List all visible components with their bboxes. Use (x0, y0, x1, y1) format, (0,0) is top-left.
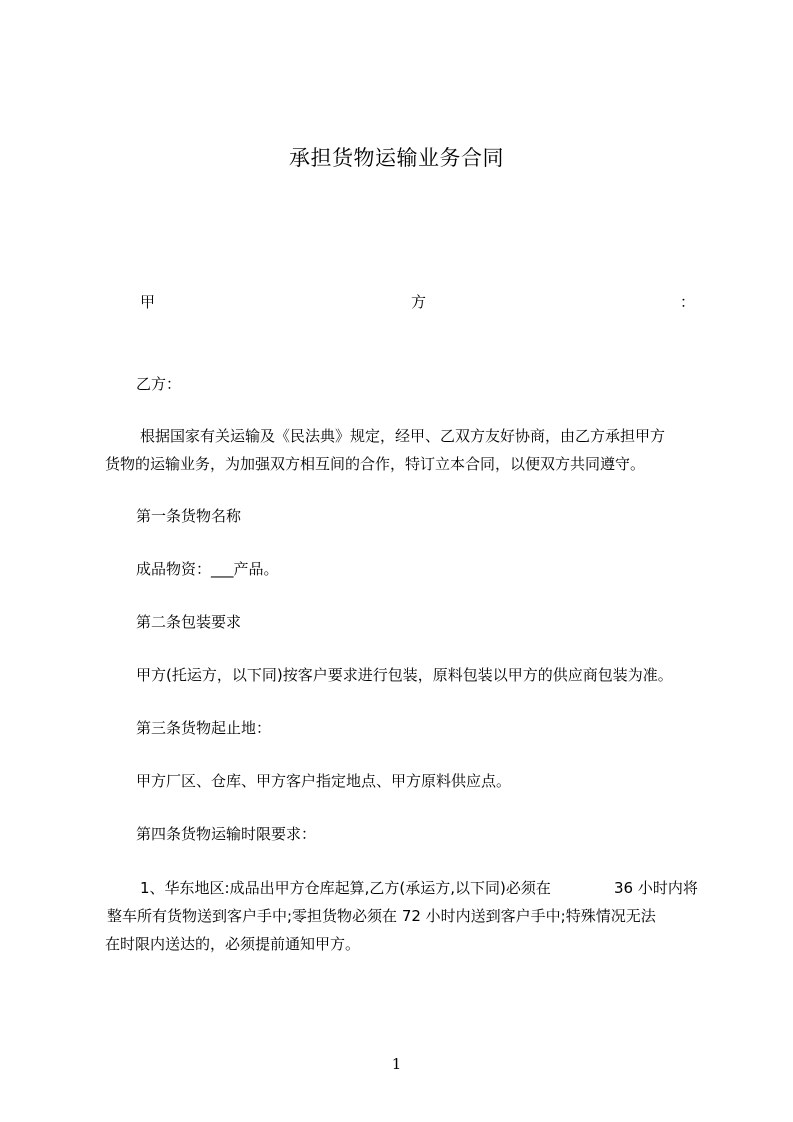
party-a-char-fang: 方 (411, 293, 427, 311)
party-a-char-jia: 甲 (140, 293, 156, 311)
article-4-item-1-line-3: 在时限内送达的，必须提前通知甲方。 (105, 935, 361, 953)
party-a-colon: ： (680, 293, 696, 311)
document-title: 承担货物运输业务合同 (289, 146, 504, 170)
article-3-body: 甲方厂区、仓库、甲方客户指定地点、甲方原料供应点。 (136, 772, 512, 790)
article-2-body: 甲方(托运方，以下同)按客户要求进行包装，原料包装以甲方的供应商包装为准。 (136, 666, 673, 684)
article-1-body: 成品物资：___产品。 (136, 560, 279, 578)
article-4-item-1-line-1a: 1、华东地区:成品出甲方仓库起算,乙方(承运方,以下同)必须在 (140, 879, 551, 897)
article-4-heading: 第四条货物运输时限要求： (136, 825, 317, 843)
article-2-heading: 第二条包装要求 (136, 613, 242, 631)
page-number: 1 (391, 1055, 402, 1073)
party-b-label: 乙方： (136, 375, 182, 393)
article-4-item-1-line-2: 整车所有货物送到客户手中;零担货物必须在 72 小时内送到客户手中;特殊情况无法 (107, 907, 656, 925)
article-3-heading: 第三条货物起止地： (136, 719, 272, 737)
preamble-line-1: 根据国家有关运输及《民法典》规定，经甲、乙双方友好协商，由乙方承担甲方 (140, 427, 666, 445)
preamble-line-2: 货物的运输业务，为加强双方相互间的合作，特订立本合同，以便双方共同遵守。 (105, 455, 646, 473)
article-1-heading: 第一条货物名称 (136, 507, 242, 525)
article-4-item-1-line-1b: 36 小时内将 (614, 879, 698, 897)
